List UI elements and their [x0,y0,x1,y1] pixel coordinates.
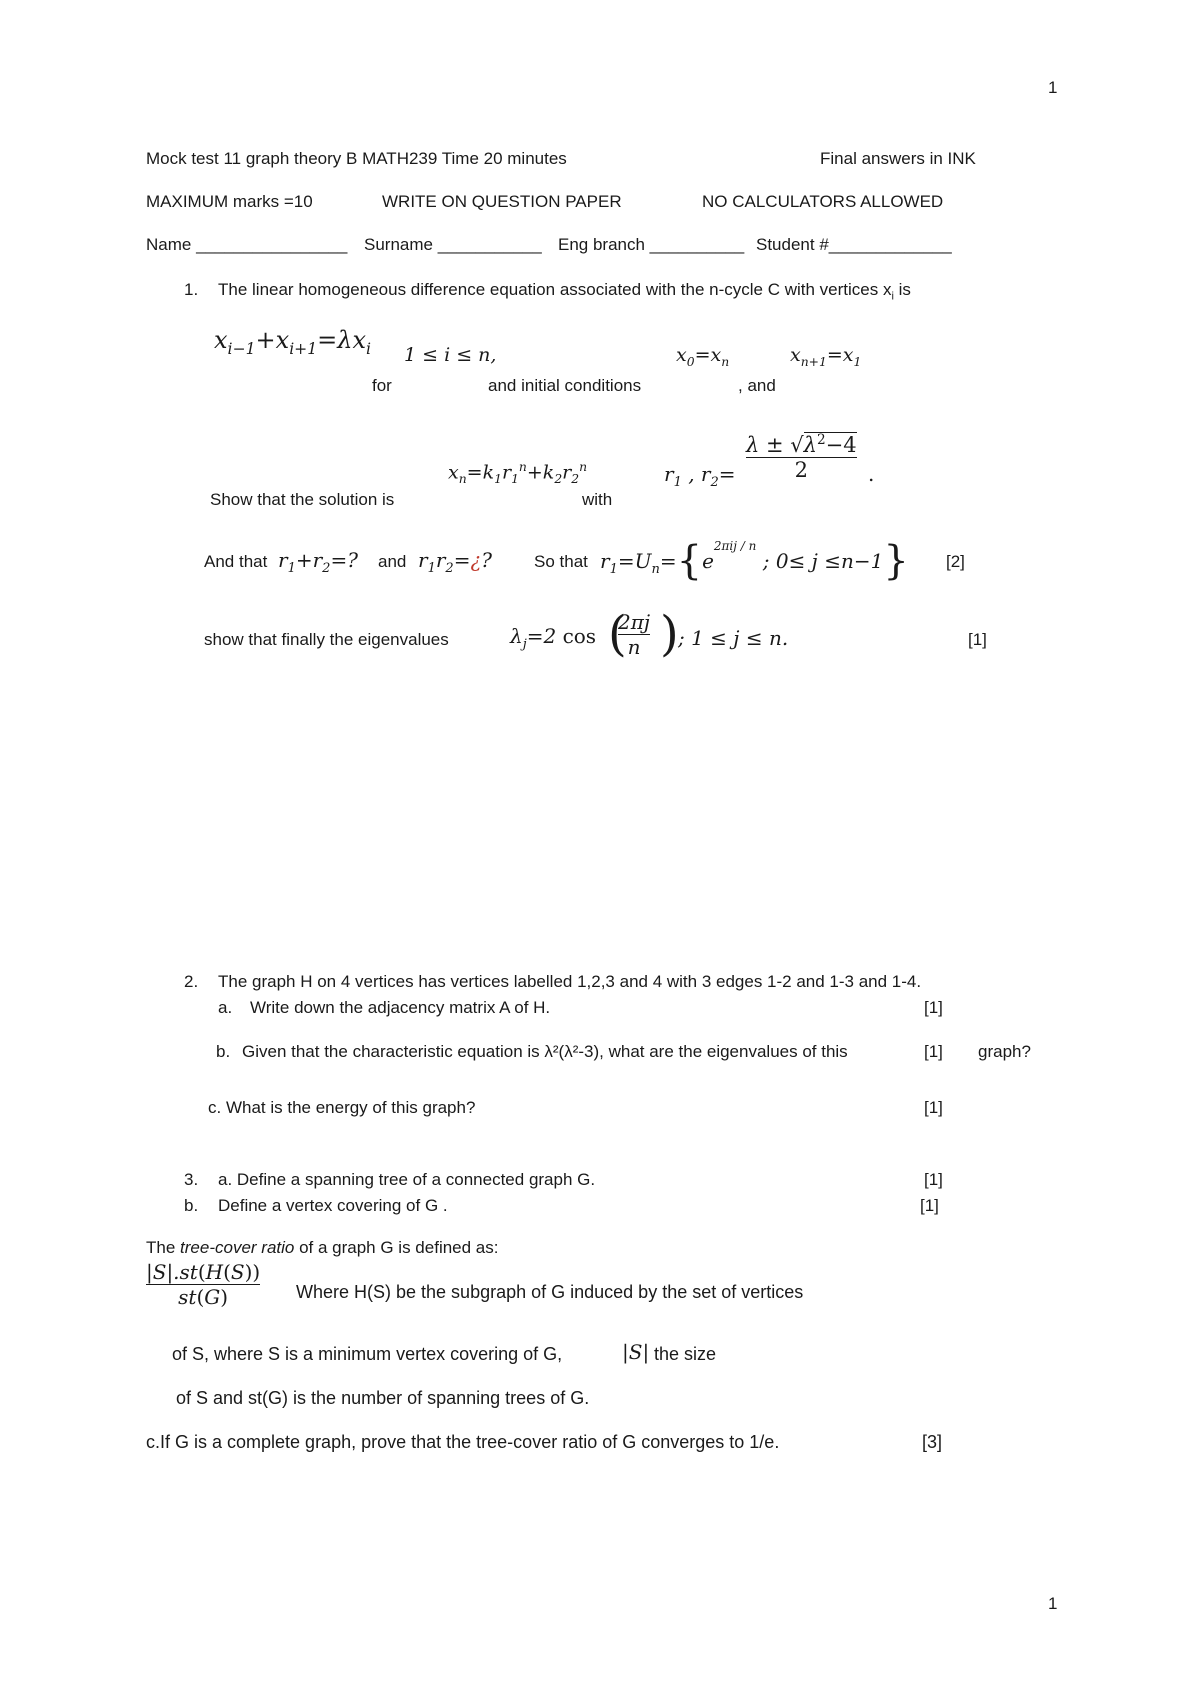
roots-of-unity: $r_1=U_n=\{e^{2\pi ij / n}$ ; 0≤ j ≤n−1} [600,538,909,584]
show-solution-text: Show that the solution is [210,490,395,509]
max-marks: MAXIMUM marks =10 [146,192,313,211]
roots-numerator: $\lambda \pm √\lambda^2-4$ [746,432,857,457]
eigenvalue-numerator: 2πj [618,610,651,634]
ratio-term: tree-cover ratio [180,1238,295,1257]
ratio-definition [146,1238,498,1258]
roots-period: . [868,462,875,486]
of-s-text: of S, where S is a minimum vertex covering of G, [172,1344,563,1364]
eigenvalue-fraction [618,610,650,659]
ratio-fraction [146,1260,260,1309]
q2a-text: Write down the adjacency matrix A of H. [250,998,551,1017]
q3b-label: b. [184,1196,199,1215]
roots-denominator: 2 [794,458,808,482]
index-range: 1 ≤ i ≤ n, [404,344,497,366]
q2c-text: c. What is the energy of this graph? [208,1098,476,1117]
q3c-marks: [3] [922,1432,943,1452]
calc-note: NO CALCULATORS ALLOWED [702,192,944,211]
student-field-label[interactable]: Student #_____________ [756,235,952,254]
so-that-text: So that [534,552,588,571]
and-word-2: and [378,552,407,571]
course-line: Mock test 11 graph theory B MATH239 Time 20 minutes [146,149,567,168]
q1-number: 1. [184,280,199,299]
roots-fraction [746,432,857,482]
ink-note: Final answers in INK [820,149,976,168]
with-word: with [582,490,613,509]
ratio-pre: The [146,1238,181,1257]
root-sum: $r_1+r_2=$? [278,548,358,576]
eigenvalue-paren-left: ( [608,606,627,662]
roots-label: $r_1$ , $r_2=$ [664,462,736,490]
q2-intro: The graph H on 4 vertices has vertices labelled 1,2,3 and 4 with 3 edges 1-2 and 1-3 and 1-4. [218,972,922,991]
q2a-marks: [1] [924,998,943,1017]
write-note: WRITE ON QUESTION PAPER [382,192,622,211]
for-word: for [372,376,392,395]
q2-number: 2. [184,972,199,991]
eigenvalue-denominator: n [627,635,641,659]
q1-intro-sub: i [891,290,894,303]
q3-number: 3. [184,1170,199,1189]
show-finally-text: show that finally the eigenvalues [204,630,449,649]
q3b-marks: [1] [920,1196,939,1215]
q2b-text: Given that the characteristic equation is λ²(λ²-3), what are the eigenvalues of this [242,1042,848,1061]
q1-marks-b: [1] [968,630,987,649]
st-text: of S and st(G) is the number of spanning trees of G. [176,1388,590,1408]
q3b-text: Define a vertex covering of G . [218,1196,448,1215]
q1-intro-text: The linear homogeneous difference equation associated with the n-cycle C with vertices x [218,280,892,299]
root-product: $r_1r_2=¿$? [418,548,492,576]
q1-intro-end: is [893,280,911,299]
recurrence-equation: $x_{i-1}+x_{i+1}=\lambda x_i$ [214,326,372,358]
ratio-denominator: st(G) [178,1285,229,1309]
eigenvalue-paren-right: ) [660,606,679,662]
q2a-label: a. [218,998,233,1017]
q3c-text: c.If G is a complete graph, prove that the tree-cover ratio of G converges to 1/e. [146,1432,780,1452]
solution-formula: $x_n=k_1r_1^n+k_2r_2^n$ [448,460,588,487]
branch-field-label[interactable]: Eng branch __________ [558,235,745,254]
eigenvalue-range: ; 1 ≤ j ≤ n. [678,626,789,650]
q2c-marks: [1] [924,1098,943,1117]
initial-condition-0: $x_0=x_n$ [676,344,730,369]
size-text: the size [654,1344,717,1364]
page-number-top: 1 [1048,78,1058,97]
eigenvalue-formula: $\lambda_j=2$ cos [510,624,597,652]
and-word: , and [738,376,776,395]
ratio-post: of a graph G is defined as: [294,1238,499,1257]
q2b-marks: [1] [924,1042,943,1061]
size-symbol: |S| [622,1340,650,1364]
ratio-numerator: |S|.st(H(S)) [146,1260,261,1284]
q3a-marks: [1] [924,1170,943,1189]
q1-intro [218,280,911,302]
page-number-bottom: 1 [1048,1594,1058,1613]
initial-conditions-text: and initial conditions [488,376,642,395]
q3a-text: a. Define a spanning tree of a connected graph G. [218,1170,596,1189]
and-that-text: And that [204,552,268,571]
surname-field-label[interactable]: Surname ___________ [364,235,542,254]
q2b-tail: graph? [978,1042,1031,1061]
q1-marks-a: [2] [946,552,965,571]
initial-condition-1: $x_{n+1}=x_1$ [790,344,862,369]
q2b-label: b. [216,1042,231,1061]
name-field-label[interactable]: Name ________________ [146,235,348,254]
where-text: Where H(S) be the subgraph of G induced by the set of vertices [296,1282,804,1302]
